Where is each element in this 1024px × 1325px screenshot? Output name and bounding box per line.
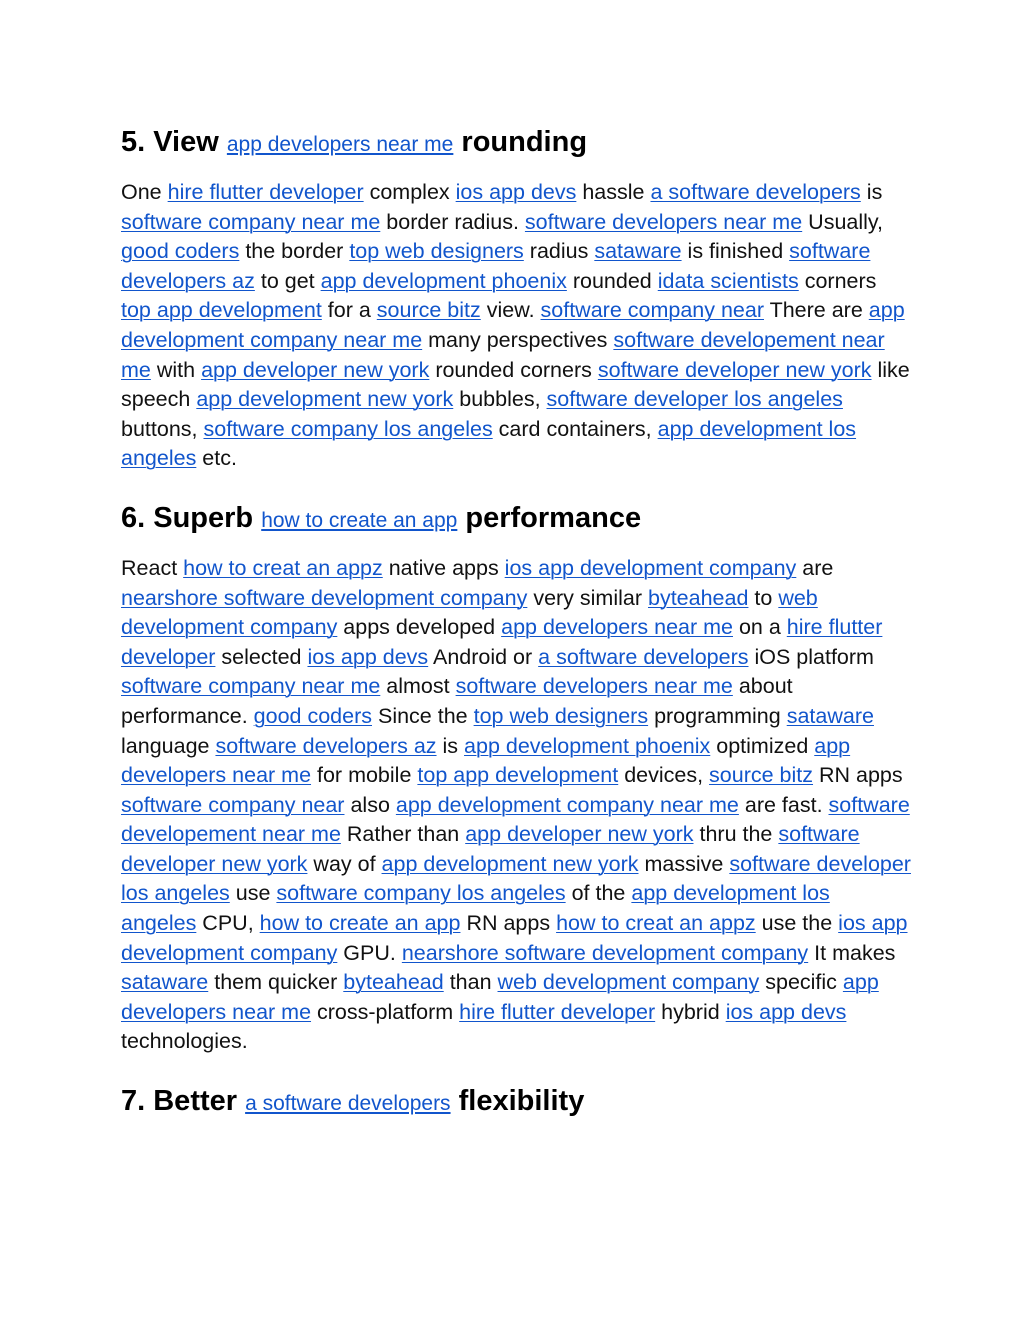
inline-link[interactable]: good coders	[253, 703, 372, 728]
inline-link[interactable]: source bitz	[376, 298, 481, 323]
paragraph-text: etc.	[196, 446, 237, 471]
heading-text-pre: 7. Better	[121, 1085, 246, 1118]
heading-text-post: rounding	[453, 126, 588, 158]
paragraph-text: than	[443, 970, 498, 995]
paragraph-text: RN apps	[460, 911, 557, 936]
paragraph-text: complex	[363, 180, 456, 204]
paragraph-text: is finished	[681, 239, 790, 264]
heading-link[interactable]: a software developers	[245, 1092, 451, 1116]
inline-link[interactable]: hire flutter developer	[121, 615, 883, 669]
inline-link[interactable]: software developer los angeles	[121, 851, 911, 906]
paragraph-text: use	[229, 881, 277, 906]
inline-link[interactable]: software company los angeles	[203, 416, 493, 441]
paragraph-text: devices,	[618, 763, 710, 788]
paragraph-text: are	[796, 555, 834, 580]
heading-text-pre: 6. Superb	[121, 501, 262, 534]
inline-link[interactable]: software company near	[540, 298, 764, 323]
paragraph-text: them quicker	[208, 970, 344, 995]
inline-link[interactable]: ios app devs	[725, 999, 847, 1024]
inline-link[interactable]: app developers near me	[501, 615, 733, 640]
paragraph-text: rounded corners	[429, 357, 598, 382]
paragraph-text: for mobile	[311, 763, 418, 788]
heading-link[interactable]: how to create an app	[261, 508, 458, 532]
inline-link[interactable]: app developers near me	[121, 970, 879, 1024]
section-heading-6	[121, 498, 911, 541]
inline-link[interactable]: ios app development company	[504, 555, 797, 580]
paragraph-text: thru the	[693, 822, 779, 847]
section-heading-5	[121, 122, 911, 165]
inline-link[interactable]: software company near me	[121, 209, 381, 234]
inline-link[interactable]: app development new york	[196, 387, 454, 412]
inline-link[interactable]: how to creat an appz	[556, 911, 756, 936]
inline-link[interactable]: software developer los angeles	[546, 387, 843, 412]
inline-link[interactable]: byteahead	[343, 970, 444, 995]
paragraph-text: like speech	[121, 357, 910, 412]
paragraph-text: cross-platform	[311, 999, 460, 1024]
paragraph-text: card containers,	[492, 416, 658, 441]
inline-link[interactable]: ios app devs	[307, 644, 429, 669]
paragraph-text: view.	[480, 298, 541, 323]
paragraph-text: optimized	[710, 733, 815, 758]
inline-link[interactable]: app development phoenix	[464, 733, 711, 758]
inline-link[interactable]: software developers az	[121, 239, 871, 293]
paragraph-text: selected	[215, 644, 308, 669]
heading-text-post: performance	[457, 501, 642, 534]
inline-link[interactable]: source bitz	[709, 763, 814, 788]
inline-link[interactable]: hire flutter developer	[167, 180, 364, 204]
inline-link[interactable]: software developer new york	[121, 822, 860, 876]
inline-link[interactable]: web development company	[121, 585, 818, 640]
paragraph-text: of the	[565, 881, 632, 906]
inline-link[interactable]: good coders	[121, 239, 240, 264]
paragraph-text: very similar	[527, 585, 648, 610]
paragraph-text: many perspectives	[422, 327, 614, 352]
paragraph-text: to get	[254, 268, 321, 293]
inline-link[interactable]: byteahead	[648, 585, 749, 610]
inline-link[interactable]: software developers near me	[455, 674, 733, 699]
inline-link[interactable]: nearshore software development company	[121, 585, 528, 610]
inline-link[interactable]: software company los angeles	[276, 881, 566, 906]
heading-link[interactable]: app developers near me	[226, 133, 454, 156]
inline-link[interactable]: nearshore software development company	[401, 940, 809, 965]
paragraph-text: the border	[239, 239, 350, 264]
paragraph-text: CPU,	[196, 911, 260, 936]
inline-link[interactable]: software developer new york	[597, 357, 872, 382]
inline-link[interactable]: web development company	[497, 970, 760, 995]
paragraph-text: One	[121, 180, 168, 204]
paragraph-text: Usually,	[802, 209, 884, 234]
inline-link[interactable]: a software developers	[650, 180, 861, 204]
paragraph-text: to	[748, 585, 779, 610]
paragraph-text: also	[344, 792, 396, 817]
inline-link[interactable]: sataware	[594, 239, 682, 264]
paragraph-text: It makes	[808, 940, 896, 965]
paragraph-text: specific	[759, 970, 843, 995]
inline-link[interactable]: sataware	[786, 703, 874, 728]
inline-link[interactable]: how to creat an appz	[183, 555, 383, 580]
section-heading-7	[121, 1081, 911, 1124]
inline-link[interactable]: app development new york	[381, 851, 639, 876]
inline-link[interactable]: top web designers	[349, 239, 524, 264]
paragraph-text: is	[436, 733, 465, 758]
paragraph-text: border radius.	[380, 209, 525, 234]
paragraph-text: is	[860, 180, 883, 204]
paragraph-text: radius	[523, 239, 595, 264]
inline-link[interactable]: a software developers	[538, 644, 749, 669]
paragraph-text: Android or	[428, 644, 539, 669]
paragraph-text: use the	[755, 911, 839, 936]
inline-link[interactable]: ios app development company	[121, 911, 908, 965]
inline-link[interactable]: app development los angeles	[121, 881, 830, 936]
inline-link[interactable]: software developement near me	[121, 792, 910, 847]
inline-link[interactable]: app development company near me	[121, 298, 905, 352]
inline-link[interactable]: software developement near me	[121, 327, 885, 382]
inline-link[interactable]: sataware	[121, 970, 209, 995]
inline-link[interactable]: top web designers	[473, 703, 649, 728]
paragraph-text: native apps	[382, 555, 505, 580]
inline-link[interactable]: app development company near me	[395, 792, 739, 817]
inline-link[interactable]: ios app devs	[455, 180, 577, 204]
document-content	[121, 122, 911, 1124]
inline-link[interactable]: top app development	[121, 298, 322, 323]
inline-link[interactable]: app developer new york	[201, 357, 430, 382]
paragraph-text: buttons,	[121, 416, 204, 441]
paragraph-text: almost	[380, 674, 456, 699]
paragraph-text: RN apps	[813, 763, 903, 788]
inline-link[interactable]: app development phoenix	[320, 268, 567, 293]
paragraph-text: programming	[648, 703, 787, 728]
paragraph-text: GPU.	[337, 940, 402, 965]
paragraph-text: hassle	[576, 180, 651, 204]
inline-link[interactable]: software developers az	[215, 733, 437, 758]
inline-link[interactable]: idata scientists	[657, 268, 799, 293]
heading-text-post: flexibility	[450, 1085, 585, 1118]
paragraph-text: Since the	[372, 703, 474, 728]
paragraph-text: massive	[638, 851, 730, 876]
paragraph-text: rounded	[566, 268, 658, 293]
inline-link[interactable]: app developer new york	[465, 822, 694, 847]
paragraph-text: iOS platform	[748, 644, 874, 669]
paragraph-text: corners	[798, 268, 877, 293]
paragraph-text: hybrid	[655, 999, 726, 1024]
inline-link[interactable]: app development los angeles	[121, 416, 857, 471]
paragraph-text: with	[150, 357, 202, 382]
section-paragraph-6	[121, 554, 911, 1057]
inline-link[interactable]: how to create an app	[259, 911, 461, 936]
paragraph-text: There are	[764, 298, 869, 323]
inline-link[interactable]: software company near me	[121, 674, 381, 699]
paragraph-text: bubbles,	[453, 387, 547, 412]
paragraph-text: Rather than	[340, 822, 466, 847]
inline-link[interactable]: software company near	[121, 792, 345, 817]
inline-link[interactable]: software developers near me	[524, 209, 803, 234]
inline-link[interactable]: app developers near me	[121, 733, 851, 788]
paragraph-text: for a	[321, 298, 377, 323]
paragraph-text: language	[121, 733, 216, 758]
paragraph-text: apps developed	[337, 615, 502, 640]
inline-link[interactable]: top app development	[417, 763, 619, 788]
paragraph-text: React	[121, 555, 184, 580]
paragraph-text: are fast.	[738, 792, 829, 817]
paragraph-text: technologies.	[121, 1029, 248, 1054]
inline-link[interactable]: hire flutter developer	[459, 999, 656, 1024]
paragraph-text: about performance.	[121, 674, 793, 728]
paragraph-text: on a	[732, 615, 787, 640]
paragraph-text: way of	[307, 851, 382, 876]
heading-text-pre: 5. View	[121, 126, 227, 158]
section-paragraph-5	[121, 178, 911, 474]
